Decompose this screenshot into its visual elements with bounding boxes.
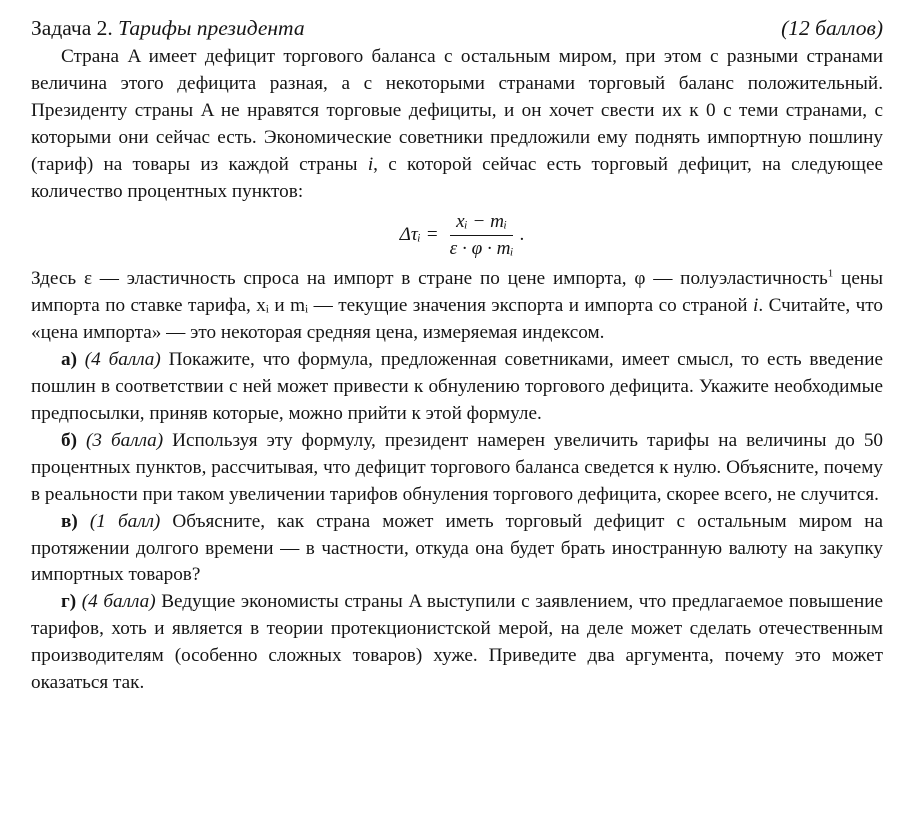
explanation-text-2: цены импорта по ставке тарифа, xᵢ и mᵢ — текущие значения экспорта и импорта со страной: [31, 268, 883, 317]
formula-fraction: [444, 210, 520, 261]
part-label: г): [61, 591, 77, 613]
explanation-text-1: Здесь ε — эластичность спроса на импорт в стране по цене импорта, φ — полуэластичность: [31, 268, 828, 290]
formula-denominator: ε · φ · mᵢ: [449, 238, 514, 260]
part-text: Покажите, что формула, предложенная советниками, имеет смысл, то есть введение пошлин в соответствии с ней может привести к обнулению торгового дефицита. Укажите необходимые предпосылки, приняв которые, можно прийти к этой формуле.: [31, 349, 883, 424]
part-points: (1 балл): [89, 510, 161, 532]
part-text: Объясните, как страна может иметь торговый дефицит с остальным миром на протяжении долгого времени — в частности, откуда она будет брать иностранную валюту на закупку импортных товаров?: [31, 510, 884, 586]
problem-body: [31, 44, 883, 697]
intro-paragraph: [31, 44, 883, 205]
formula-numerator: xᵢ − mᵢ: [450, 210, 513, 236]
part-c: [31, 509, 883, 590]
part-text: Ведущие экономисты страны A выступили с заявлением, что предлагаемое повышение тарифов, хоть и является в теории протекционистской мерой, на деле может сделать отечественным производителям (особенно сложных товаров) хуже. Приведите два аргумента, почему это может оказаться так.: [31, 591, 884, 694]
footnote-mark: 1: [827, 268, 834, 281]
problem-number: Задача 2.: [31, 16, 113, 40]
problem-header: [31, 12, 883, 44]
intro-text-2: , с которой сейчас есть торговый дефицит, на следующее количество процентных пунктов:: [31, 153, 883, 202]
formula-lhs: Δτᵢ: [399, 224, 421, 246]
part-b: [31, 428, 883, 509]
part-label: а): [61, 349, 77, 371]
problem-points: (12 баллов): [781, 16, 883, 40]
formula-end: .: [519, 223, 525, 245]
explanation-text-3: . Считайте, что «цена импорта» — это некоторая средняя цена, измеряемая индексом.: [31, 295, 883, 344]
problem-name: Тарифы президента: [118, 16, 305, 40]
tariff-formula: [31, 205, 883, 266]
explanation-country-index: i: [753, 295, 759, 317]
intro-country-index: i: [367, 153, 374, 175]
part-text: Используя эту формулу, президент намерен увеличить тарифы на величины до 50 процентных пунктов, рассчитывая, что дефицит торгового баланса сведется к нулю. Объясните, почему в реальности при таком увеличении тарифов обнуления торгового дефицита, скорее всего, не случится.: [31, 429, 884, 505]
part-points: (4 балла): [81, 591, 156, 613]
part-points: (3 балла): [85, 429, 164, 451]
problem-title: [31, 12, 305, 44]
part-label: б): [61, 429, 77, 451]
part-points: (4 балла): [84, 349, 161, 371]
intro-text-1: Страна A имеет дефицит торгового баланса с остальным миром, при этом с разными странами величина этого дефицита разная, а с некоторыми странами торговый баланс положительный. Президенту страны A не нравятся торговые дефициты, и он хочет свести их к 0 с теми странами, с которыми они сейчас есть. Экономические советники предложили ему поднять импортную пошлину (тариф) на товары из каждой страны: [31, 46, 883, 175]
formula-equals: =: [426, 224, 438, 246]
part-label: в): [61, 510, 78, 532]
part-d: [31, 589, 883, 697]
explanation-paragraph: [31, 266, 883, 347]
part-a: [31, 347, 883, 428]
